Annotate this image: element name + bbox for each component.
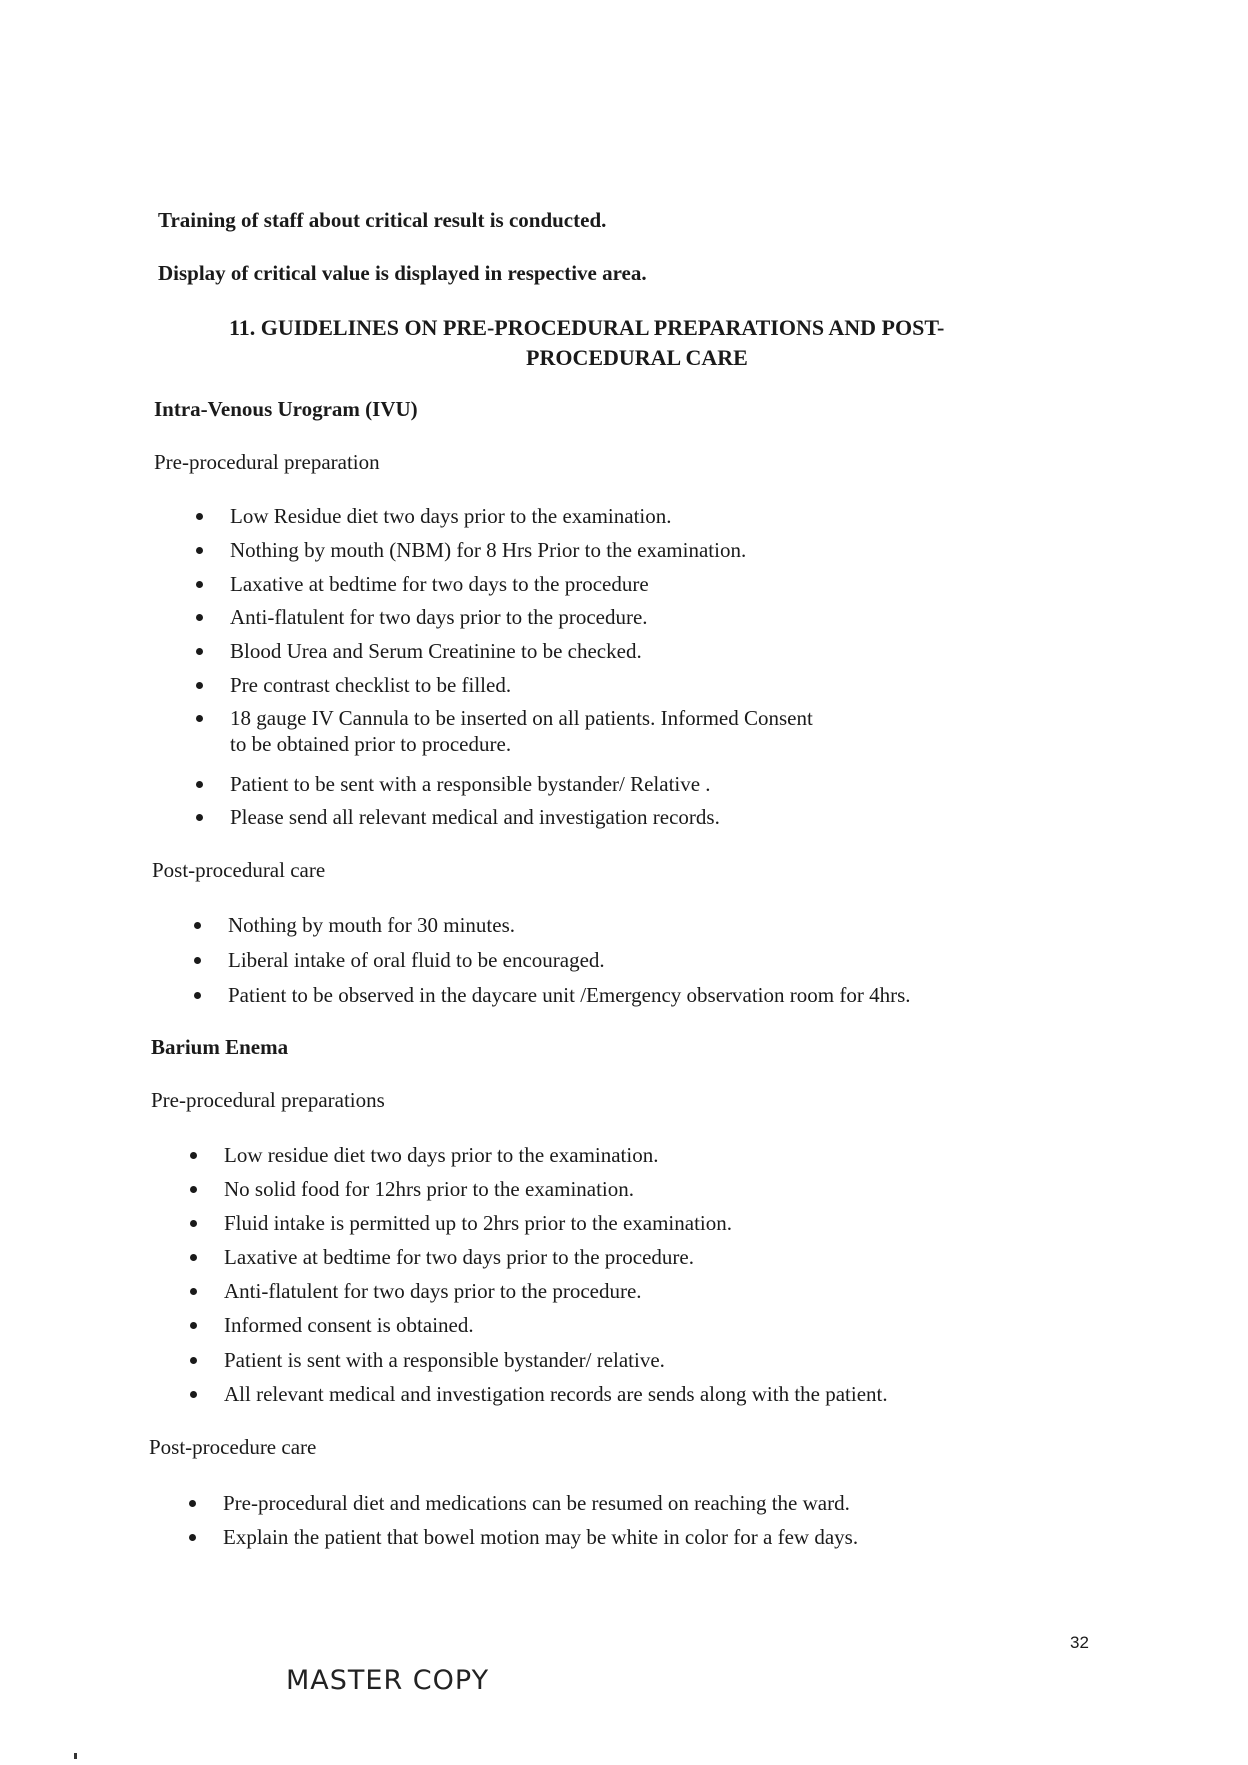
bullet-icon — [196, 814, 203, 821]
bullet-icon — [196, 682, 203, 689]
section-heading-line2: PROCEDURAL CARE — [526, 345, 748, 370]
bullet-icon — [190, 1186, 197, 1193]
bullet-icon — [196, 581, 203, 588]
list-item: Blood Urea and Serum Creatinine to be checked. — [190, 638, 813, 672]
list-item: Nothing by mouth (NBM) for 8 Hrs Prior to the examination. — [190, 537, 813, 571]
list-item: Nothing by mouth for 30 minutes. — [188, 912, 911, 947]
bullet-icon — [194, 957, 201, 964]
bullet-icon — [190, 1391, 197, 1398]
list-item: All relevant medical and investigation records are sends along with the patient. — [184, 1381, 888, 1415]
list-item: Pre contrast checklist to be filled. — [190, 672, 813, 705]
bullet-icon — [196, 715, 203, 722]
master-copy-stamp: MASTER COPY — [286, 1665, 490, 1696]
list-item: Patient is sent with a responsible bystander/ relative. — [184, 1347, 888, 1381]
bullet-icon — [190, 1357, 197, 1364]
ivu-title: Intra-Venous Urogram (IVU) — [154, 397, 418, 421]
bullet-icon — [196, 648, 203, 655]
list-item: Patient to be sent with a responsible bystander/ Relative . — [190, 771, 813, 804]
bullet-icon — [190, 1152, 197, 1159]
list-item: Laxative at bedtime for two days to the procedure — [190, 571, 813, 604]
barium-post-list — [183, 1490, 858, 1558]
intro-line-training: Training of staff about critical result is conducted. — [158, 208, 607, 232]
bullet-icon — [190, 1322, 197, 1329]
ivu-pre-list — [190, 503, 813, 837]
list-item: Low residue diet two days prior to the examination. — [184, 1142, 888, 1176]
list-item: Low Residue diet two days prior to the examination. — [190, 503, 813, 537]
barium-title: Barium Enema — [151, 1035, 289, 1059]
bullet-icon — [189, 1500, 196, 1507]
list-item: Fluid intake is permitted up to 2hrs prior to the examination. — [184, 1210, 888, 1244]
list-item: Explain the patient that bowel motion may be white in color for a few days. — [183, 1524, 858, 1558]
ivu-post-label: Post-procedural care — [152, 858, 326, 882]
intro-line-display: Display of critical value is displayed in respective area. — [158, 261, 647, 285]
ivu-pre-label: Pre-procedural preparation — [154, 450, 380, 474]
bullet-icon — [190, 1288, 197, 1295]
bullet-icon — [194, 922, 201, 929]
list-item: 18 gauge IV Cannula to be inserted on all patients. Informed Consent to be obtained prior to procedure. — [190, 705, 813, 771]
list-item: Laxative at bedtime for two days prior to the procedure. — [184, 1244, 888, 1278]
list-item: Anti-flatulent for two days prior to the procedure. — [190, 604, 813, 638]
barium-post-label: Post-procedure care — [149, 1435, 317, 1459]
list-item: Please send all relevant medical and investigation records. — [190, 804, 813, 837]
list-item-continuation: to be obtained prior to procedure. — [230, 732, 512, 756]
section-heading-line1: 11. GUIDELINES ON PRE-PROCEDURAL PREPARATIONS AND POST- — [229, 315, 945, 340]
bullet-icon — [196, 513, 203, 520]
list-item: Liberal intake of oral fluid to be encouraged. — [188, 947, 911, 982]
list-item: Informed consent is obtained. — [184, 1312, 888, 1347]
ivu-post-list — [188, 912, 911, 1017]
bullet-icon — [196, 547, 203, 554]
list-item: Anti-flatulent for two days prior to the procedure. — [184, 1278, 888, 1312]
list-item: Patient to be observed in the daycare unit /Emergency observation room for 4hrs. — [188, 982, 911, 1017]
bullet-icon — [190, 1220, 197, 1227]
bullet-icon — [194, 992, 201, 999]
page-number: 32 — [1070, 1633, 1089, 1652]
barium-pre-label: Pre-procedural preparations — [151, 1088, 385, 1112]
bullet-icon — [196, 614, 203, 621]
list-item: Pre-procedural diet and medications can be resumed on reaching the ward. — [183, 1490, 858, 1524]
bullet-icon — [190, 1254, 197, 1261]
bullet-icon — [196, 781, 203, 788]
list-item: No solid food for 12hrs prior to the examination. — [184, 1176, 888, 1210]
barium-pre-list — [184, 1142, 888, 1415]
scan-mark — [74, 1753, 77, 1759]
bullet-icon — [189, 1534, 196, 1541]
